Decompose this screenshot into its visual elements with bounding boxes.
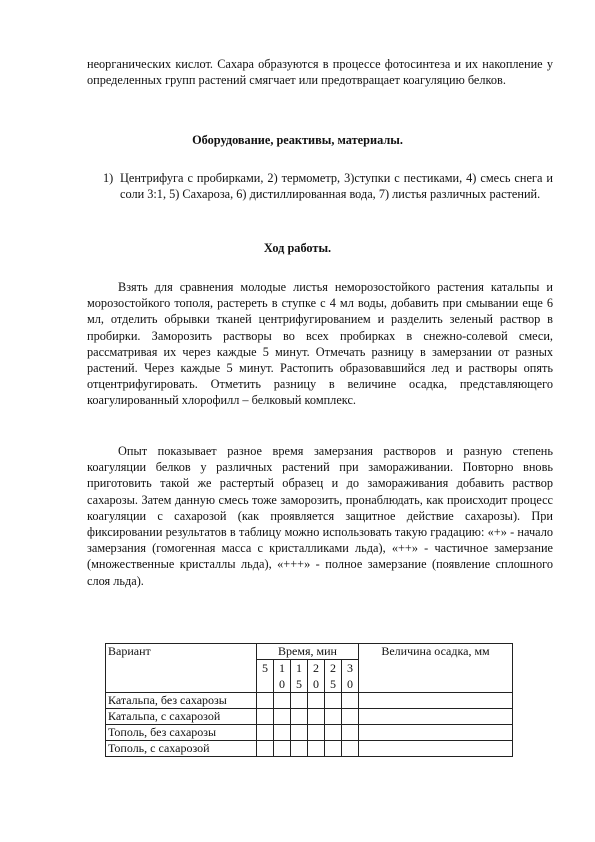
- table-row: [106, 741, 513, 757]
- equipment-list-number: 1): [103, 171, 114, 185]
- row-label: Катальпа, с сахарозой: [106, 709, 257, 725]
- row-label: Катальпа, без сахарозы: [106, 693, 257, 709]
- header-variant: Вариант: [106, 644, 257, 693]
- time-col-30: 3 0: [342, 660, 359, 693]
- header-time: Время, мин: [257, 644, 359, 660]
- row-label: Тополь, с сахарозой: [106, 741, 257, 757]
- time-col-25: 2 5: [325, 660, 342, 693]
- procedure-paragraph-2: Опыт показывает разное время замерзания растворов и разную степень коагуляции белков у различных растений при замораживании. Повторно вновь приготовить такой же растертый образец и до замораживания добавить раствор сахарозы. Затем данную смесь тоже заморозить, пронаблюдать, как происходит процесс коагуляции с сахарозой (как проявляется защитное действие сахарозы). При фиксировании результатов в таблицу можно использовать такую градацию: «+» - начало замерзания (гомогенная масса с кристалликами льда), «++» - частичное замерзание (множественные кристаллы льда), «+++» - полное замерзание (появление сплошного слоя льда).: [87, 444, 553, 588]
- procedure-paragraph-1: Взять для сравнения молодые листья неморозостойкого растения катальпы и морозостойкого тополя, растереть в ступке с 4 мл воды, добавить при смывании еще 6 мл, отделить обрывки тканей центрифугированием и разделить зеленый раствор в пробирки. Заморозить растворы во всех пробирках в снежно-солевой смеси, рассматривая их через каждые 5 минут. Отмечать разницу в замерзании от разных растений. Через каждые 5 минут. Растопить образовавшийся лед и растворы опять отцентрифугировать. Отметить разницу в величине осадка, представляющего коагулированный хлорофилл – белковый комплекс.: [87, 280, 553, 408]
- time-col-5: 5: [257, 660, 274, 693]
- equipment-list-text: Центрифуга с пробирками, 2) термометр, 3)ступки с пестиками, 4) смесь снега и соли 3:1, 5) Сахароза, 6) дистиллированная вода, 7) листья различных растений.: [120, 171, 553, 202]
- table-row: [106, 693, 513, 709]
- table-row: [106, 725, 513, 741]
- table-row: [106, 709, 513, 725]
- equipment-heading: Оборудование, реактивы, материалы.: [192, 133, 403, 147]
- results-table: [105, 643, 513, 757]
- row-label: Тополь, без сахарозы: [106, 725, 257, 741]
- procedure-heading: Ход работы.: [263, 241, 332, 255]
- header-sediment: Величина осадка, мм: [359, 644, 513, 693]
- time-col-20: 2 0: [308, 660, 325, 693]
- time-col-15: 1 5: [291, 660, 308, 693]
- time-col-10: 1 0: [274, 660, 291, 693]
- table-header-row: [106, 644, 513, 660]
- intro-paragraph: неорганических кислот. Сахара образуются в процессе фотосинтеза и их накопление у определенных групп растений смягчает или предотвращает коагуляцию белков.: [87, 57, 553, 88]
